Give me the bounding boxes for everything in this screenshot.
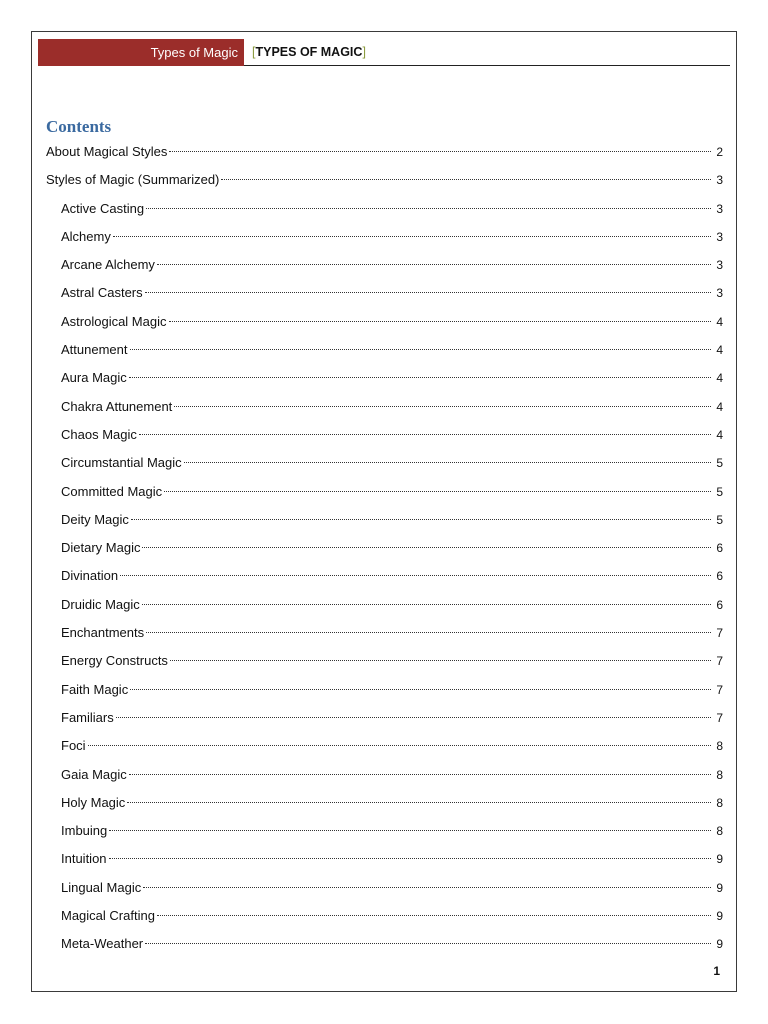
toc-dot-leader [170, 660, 711, 661]
table-of-contents [46, 138, 723, 959]
toc-dot-leader [88, 745, 711, 746]
toc-entry-page-number: 8 [716, 767, 723, 782]
toc-dot-leader [145, 292, 711, 293]
toc-dot-leader [157, 264, 711, 265]
toc-dot-leader [130, 349, 712, 350]
toc-entry[interactable] [46, 647, 723, 675]
toc-dot-leader [169, 151, 711, 152]
toc-dot-leader [127, 802, 711, 803]
toc-dot-leader [174, 406, 711, 407]
toc-dot-leader [164, 491, 711, 492]
toc-dot-leader [142, 547, 711, 548]
bracket-open: [ [252, 45, 256, 59]
toc-entry[interactable] [46, 506, 723, 534]
toc-entry[interactable] [46, 393, 723, 421]
toc-entry-page-number: 3 [716, 173, 723, 188]
toc-dot-leader [146, 632, 711, 633]
toc-entry-label[interactable]: Imbuing [61, 823, 108, 839]
toc-entry[interactable] [46, 704, 723, 732]
toc-dot-leader [109, 858, 711, 859]
toc-entry[interactable] [46, 817, 723, 845]
toc-entry[interactable] [46, 421, 723, 449]
toc-dot-leader [116, 717, 711, 718]
header-title-band: Types of Magic [38, 39, 244, 66]
toc-entry-label[interactable]: Chakra Attunement [61, 398, 173, 414]
toc-entry-label[interactable]: Druidic Magic [61, 596, 140, 612]
toc-entry-page-number: 7 [716, 682, 723, 697]
toc-entry-label[interactable]: Chaos Magic [61, 426, 137, 442]
toc-dot-leader [130, 689, 711, 690]
toc-entry[interactable] [46, 279, 723, 307]
toc-entry-label[interactable]: Lingual Magic [61, 879, 142, 895]
toc-dot-leader [131, 519, 711, 520]
toc-entry-page-number: 9 [716, 909, 723, 924]
toc-entry-page-number: 7 [716, 654, 723, 669]
bracket-close: ] [362, 45, 366, 59]
toc-entry-label[interactable]: Alchemy [61, 228, 111, 244]
toc-entry-label[interactable]: Faith Magic [61, 681, 129, 697]
toc-entry[interactable] [46, 619, 723, 647]
toc-entry-page-number: 4 [716, 427, 723, 442]
toc-entry-label[interactable]: Styles of Magic (Summarized) [46, 172, 220, 188]
toc-dot-leader [146, 208, 711, 209]
toc-entry[interactable] [46, 562, 723, 590]
toc-dot-leader [169, 321, 712, 322]
toc-entry-page-number: 6 [716, 569, 723, 584]
toc-entry-page-number: 7 [716, 710, 723, 725]
toc-entry[interactable] [46, 789, 723, 817]
toc-entry[interactable] [46, 364, 723, 392]
toc-entry-label[interactable]: Active Casting [61, 200, 145, 216]
toc-entry-page-number: 3 [716, 286, 723, 301]
toc-entry-label[interactable]: Holy Magic [61, 794, 126, 810]
toc-entry-page-number: 8 [716, 795, 723, 810]
toc-entry-page-number: 5 [716, 484, 723, 499]
toc-entry[interactable] [46, 845, 723, 873]
toc-entry[interactable] [46, 138, 723, 166]
toc-entry-page-number: 4 [716, 343, 723, 358]
toc-entry[interactable] [46, 308, 723, 336]
toc-dot-leader [142, 604, 711, 605]
toc-dot-leader [157, 915, 711, 916]
toc-entry-label[interactable]: Committed Magic [61, 483, 163, 499]
toc-entry-label[interactable]: Circumstantial Magic [61, 455, 182, 471]
toc-entry-page-number: 6 [716, 597, 723, 612]
toc-dot-leader [113, 236, 711, 237]
toc-dot-leader [129, 774, 711, 775]
toc-entry-label[interactable]: Foci [61, 738, 86, 754]
toc-entry-page-number: 7 [716, 626, 723, 641]
toc-entry-label[interactable]: Dietary Magic [61, 540, 141, 556]
toc-entry-page-number: 3 [716, 258, 723, 273]
document-page [31, 31, 737, 992]
toc-dot-leader [120, 575, 711, 576]
toc-entry-label[interactable]: Astrological Magic [61, 313, 167, 329]
toc-entry-label[interactable]: Divination [61, 568, 119, 584]
toc-entry-page-number: 8 [716, 824, 723, 839]
toc-entry-label[interactable]: Aura Magic [61, 370, 127, 386]
toc-entry-page-number: 5 [716, 512, 723, 527]
toc-dot-leader [184, 462, 711, 463]
toc-entry[interactable] [46, 251, 723, 279]
toc-heading: Contents [46, 117, 112, 136]
toc-entry-label[interactable]: Arcane Alchemy [61, 257, 155, 273]
toc-entry-page-number: 6 [716, 541, 723, 556]
toc-entry-page-number: 3 [716, 229, 723, 244]
toc-entry[interactable] [46, 223, 723, 251]
page-header [38, 39, 730, 66]
toc-entry-label[interactable]: Magical Crafting [61, 908, 155, 924]
header-rule [244, 65, 730, 66]
toc-entry[interactable] [46, 930, 723, 958]
toc-entry-page-number: 9 [716, 852, 723, 867]
toc-dot-leader [139, 434, 711, 435]
toc-entry-page-number: 4 [716, 399, 723, 414]
toc-entry-label[interactable]: Attunement [61, 342, 128, 358]
header-document-title [252, 39, 366, 66]
page-number: 1 [713, 964, 720, 978]
toc-entry[interactable] [46, 195, 723, 223]
toc-dot-leader [221, 179, 711, 180]
toc-entry-page-number: 5 [716, 456, 723, 471]
toc-entry-label[interactable]: Enchantments [61, 625, 145, 641]
toc-entry-label[interactable]: About Magical Styles [46, 144, 168, 159]
toc-entry-page-number: 4 [716, 314, 723, 329]
toc-entry-label[interactable]: Energy Constructs [61, 653, 168, 669]
toc-entry-label[interactable]: Astral Casters [61, 285, 143, 301]
toc-entry[interactable] [46, 534, 723, 562]
toc-entry-page-number: 9 [716, 937, 723, 952]
toc-entry[interactable] [46, 336, 723, 364]
toc-entry-label[interactable]: Familiars [61, 709, 114, 725]
toc-entry-page-number: 9 [716, 880, 723, 895]
toc-dot-leader [129, 377, 711, 378]
toc-entry[interactable] [46, 732, 723, 760]
toc-entry-label[interactable]: Intuition [61, 851, 107, 867]
document-title: TYPES OF MAGIC [255, 45, 363, 59]
toc-dot-leader [109, 830, 711, 831]
toc-entry[interactable] [46, 902, 723, 930]
toc-entry-page-number: 8 [716, 739, 723, 754]
toc-entry[interactable] [46, 449, 723, 477]
toc-dot-leader [143, 887, 711, 888]
toc-entry-page-number: 3 [716, 201, 723, 216]
toc-entry-page-number: 2 [716, 145, 723, 159]
toc-dot-leader [145, 943, 711, 944]
toc-entry-label[interactable]: Meta-Weather [61, 936, 144, 952]
toc-entry[interactable] [46, 591, 723, 619]
toc-entry-label[interactable]: Deity Magic [61, 511, 129, 527]
toc-entry[interactable] [46, 478, 723, 506]
toc-entry[interactable] [46, 166, 723, 194]
toc-entry[interactable] [46, 874, 723, 902]
toc-entry-page-number: 4 [716, 371, 723, 386]
toc-entry-label[interactable]: Gaia Magic [61, 766, 127, 782]
toc-entry[interactable] [46, 676, 723, 704]
toc-entry[interactable] [46, 761, 723, 789]
